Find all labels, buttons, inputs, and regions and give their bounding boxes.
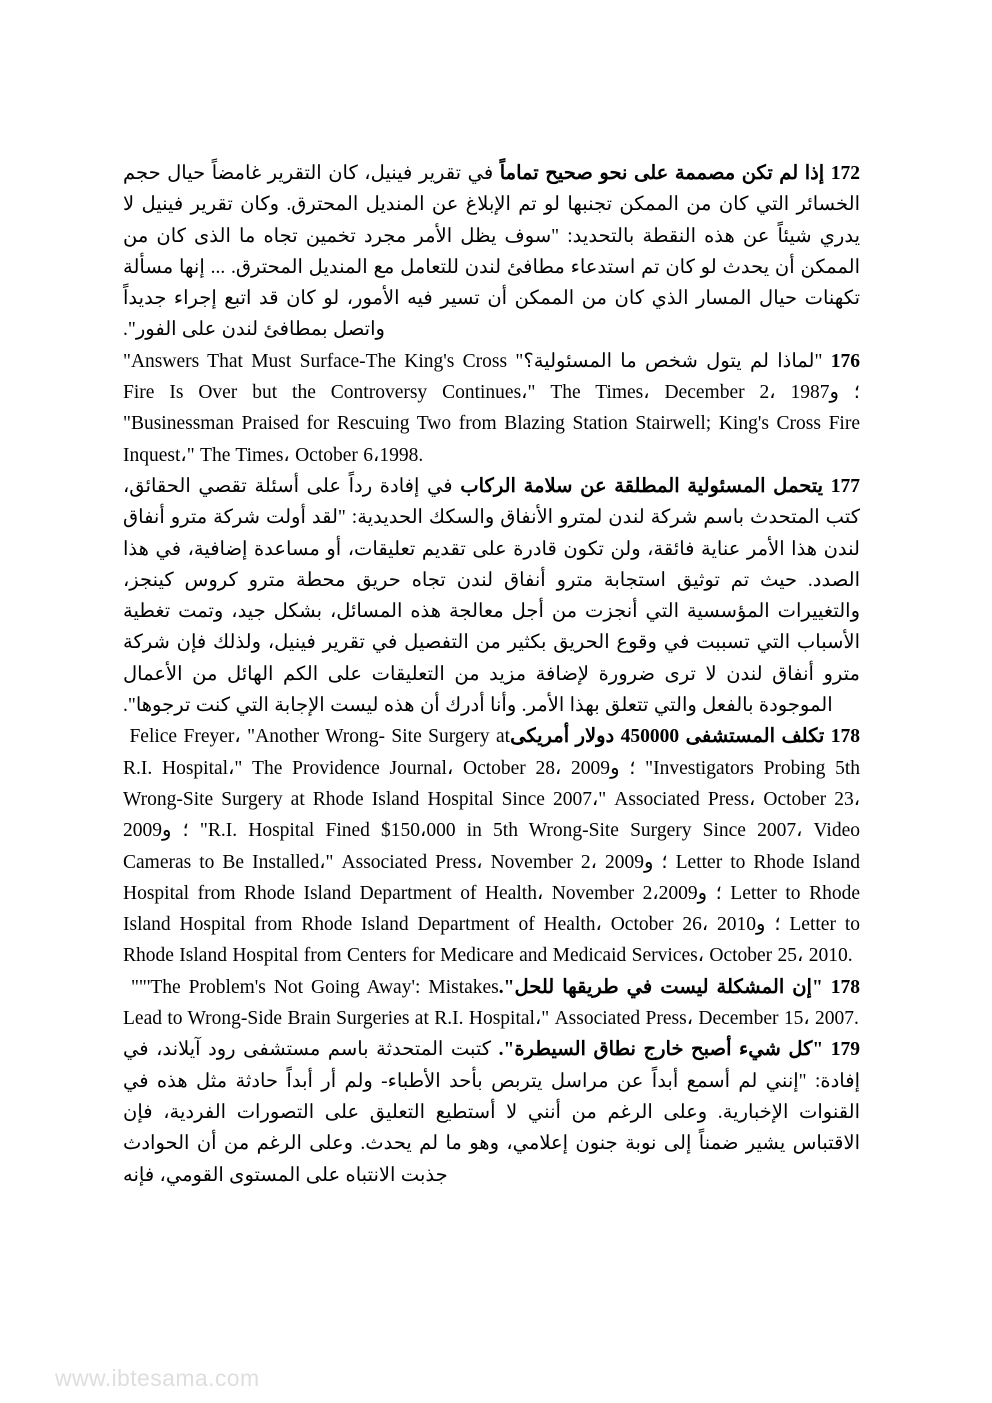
paragraph-178-problem [123,972,860,1035]
paragraph-176-citation: "Answers That Must Surface-The King's Cross Fire Is Over but the Controversy Continues،" The Times، December 2، 1987؛ و "Businessman Praised for Rescuing Two from Blazing Station Stairwell; King's Cross Fire Inquest،" The Times، October 6،1998. [123,350,860,466]
paragraph-178-hospital-cost-lead: 178 تكلف المستشفى 450000 دولار أمريكى [510,726,861,748]
document-text-block [123,158,860,1191]
paragraph-178-hospital-cost-citation: Felice Freyer، "Another Wrong- Site Surgery at R.I. Hospital،" The Providence Journal، October 28، 2009؛ و "Investigators Probing 5th Wrong-Site Surgery at Rhode Island Hospital Since 2007،" Associated Press، October 23، 2009؛ و "R.I. Hospital Fined $150،000 in 5th Wrong-Site Surgery Since 2007، Video Cameras to Be Installed،" Associated Press، November 2، 2009؛ و Letter to Rhode Island Hospital from Rhode Island Department of Health، November 2،2009؛ و Letter to Rhode Island Hospital from Rhode Island Department of Health، October 26، 2010؛ و Letter to Rhode Island Hospital from Centers for Medicare and Medicaid Services، October 25، 2010. [123,726,860,967]
site-watermark: www.ibtesama.com [55,1365,260,1391]
paragraph-172 [123,158,860,346]
paragraph-179-lead: 179 "كل شيء أصبح خارج نطاق السيطرة". [498,1039,860,1061]
paragraph-176 [123,346,860,471]
paragraph-177 [123,471,860,721]
paragraph-176-number: 176 [830,350,860,372]
paragraph-176-arabic-title: "لماذا لم يتول شخص ما المسئولية؟" [515,350,823,372]
paragraph-178-problem-citation: ""'The Problem's Not Going Away': Mistakes Lead to Wrong-Side Brain Surgeries at R.I. Hospital،" Associated Press، December 15، 2007. [123,976,859,1030]
paragraph-178-hospital-cost [123,721,860,971]
paragraph-172-body: في تقرير فينيل، كان التقرير غامضاً حيال حجم الخسائر التي كان من الممكن تجنبها لو تم الإبلاغ عن المنديل المحترق. وكان تقرير فينيل لا يدري شيئاً عن هذه النقطة بالتحديد: "سوف يظل الأمر مجرد تخمين تجاه ما الذى كان من الممكن أن يحدث لو كان تم استدعاء مطافئ لندن للتعامل مع المنديل المحترق. ... إنها مسألة تكهنات حيال المسار الذي كان من الممكن أن تسير فيه الأمور، لو كان قد اتبع إجراء جديداً واتصل بمطافئ لندن على الفور". [123,163,860,341]
paragraph-177-lead: 177 يتحمل المسئولية المطلقة عن سلامة الركاب [460,475,861,497]
paragraph-178-problem-lead: 178 "إن المشكلة ليست في طريقها للحل". [498,976,860,998]
paragraph-179-body: كتبت المتحدثة باسم مستشفى رود آيلاند، في إفادة: "إنني لم أسمع أبداً عن مراسل يتربص بأحد الأطباء- ولم أر أبداً حادثة مثل هذه في القنوات الإخبارية. وعلى الرغم من أنني لا أستطيع التعليق على التصورات الفردية، فإن الاقتباس يشير ضمناً إلى نوبة جنون إعلامي، وهو ما لم يحدث. وعلى الرغم من أن الحوادث جذبت الانتباه على المستوى القومي، فإنه [123,1039,860,1186]
paragraph-177-body: في إفادة رداً على أسئلة تقصي الحقائق، كتب المتحدث باسم شركة لندن لمترو الأنفاق والسكك الحديدية: "لقد أولت شركة مترو أنفاق لندن هذا الأمر عناية فائقة، ولن تكون قادرة على تقديم تعليقات، أو مساعدة إضافية، في هذا الصدد. حيث تم توثيق استجابة مترو أنفاق لندن تجاه حريق محطة مترو كروس كينجز، والتغييرات المؤسسية التي أنجزت من أجل معالجة هذه المسائل، بشكل جيد، وتمت تغطية الأسباب التي تسببت في وقوع الحريق بكثير من التفصيل في تقرير فينيل، ولذلك فإن شركة مترو أنفاق لندن لا ترى ضرورة لإضافة مزيد من التعليقات على الكم الهائل من الأعمال الموجودة بالفعل والتي تتعلق بهذا الأمر. وأنا أدرك أن هذه ليست الإجابة التي كنت ترجوها". [123,475,861,717]
paragraph-179 [123,1034,860,1190]
paragraph-172-lead: 172 إذا لم تكن مصممة على نحو صحيح تماماً [499,163,860,184]
